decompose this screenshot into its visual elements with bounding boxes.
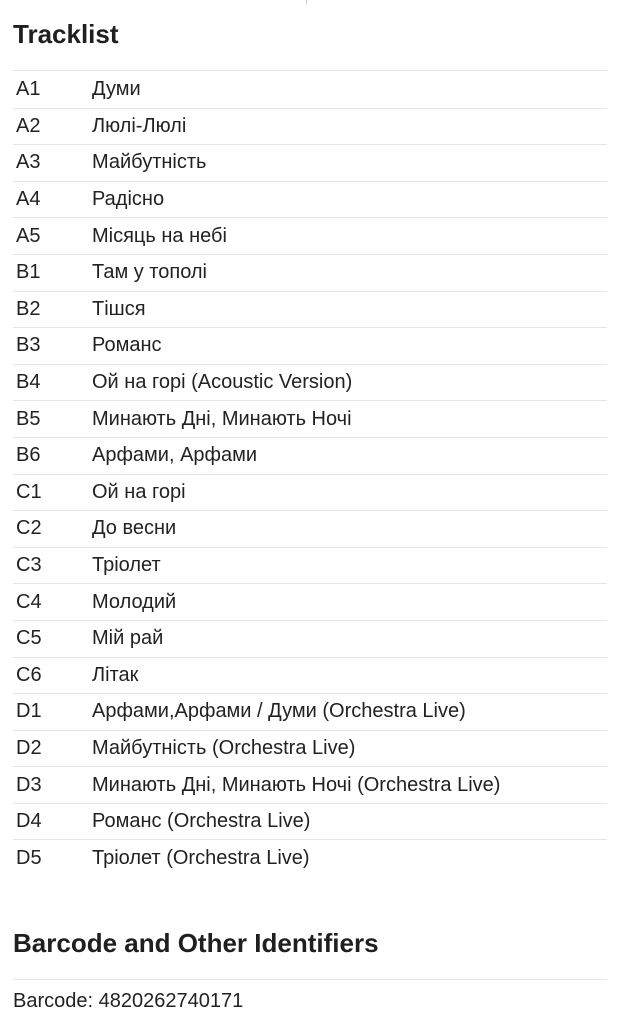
track-row xyxy=(13,108,607,145)
track-title: Ой на горі (Acoustic Version) xyxy=(92,371,353,394)
track-row xyxy=(13,437,607,474)
tracklist-heading: Tracklist xyxy=(13,19,119,49)
track-row xyxy=(13,181,607,218)
track-position: B1 xyxy=(16,261,41,284)
track-title: Мій рай xyxy=(92,627,164,650)
track-title: Молодий xyxy=(92,590,177,613)
track-row xyxy=(13,547,607,584)
track-position: C2 xyxy=(16,517,42,540)
track-title: До весни xyxy=(92,517,177,540)
identifiers-heading: Barcode and Other Identifiers xyxy=(13,928,379,958)
barcode-label: Barcode: xyxy=(13,990,94,1012)
track-row xyxy=(13,620,607,657)
track-row xyxy=(13,291,607,328)
track-position: A5 xyxy=(16,224,41,247)
track-title: Місяць на небі xyxy=(92,224,227,247)
track-title: Люлі-Люлі xyxy=(92,114,187,137)
track-title: Тішся xyxy=(92,297,146,320)
track-title: Арфами,Арфами / Думи (Orchestra Live) xyxy=(92,700,466,723)
track-row xyxy=(13,400,607,437)
track-position: A1 xyxy=(16,77,41,100)
tracklist-section xyxy=(13,16,607,876)
track-position: D5 xyxy=(16,846,42,869)
track-title: Ой на горі xyxy=(92,480,186,503)
track-title: Тріолет (Orchestra Live) xyxy=(92,846,310,869)
barcode-value: 4820262740171 xyxy=(98,990,244,1012)
track-position: A3 xyxy=(16,151,41,174)
top-divider-tick xyxy=(306,0,307,4)
track-row xyxy=(13,693,607,730)
track-position: D2 xyxy=(16,736,42,759)
track-position: D3 xyxy=(16,773,42,796)
track-position: D1 xyxy=(16,700,42,723)
track-title: Майбутність (Orchestra Live) xyxy=(92,736,356,759)
track-row xyxy=(13,766,607,803)
track-row xyxy=(13,364,607,401)
track-position: B2 xyxy=(16,297,41,320)
track-row xyxy=(13,657,607,694)
track-position: B4 xyxy=(16,371,41,394)
track-row xyxy=(13,327,607,364)
track-title: Романс xyxy=(92,334,162,357)
track-row xyxy=(13,803,607,840)
track-position: C4 xyxy=(16,590,42,613)
identifiers-section xyxy=(13,925,607,1014)
identifiers-divider xyxy=(13,979,607,980)
track-title: Майбутність xyxy=(92,151,207,174)
barcode-row xyxy=(13,988,607,1014)
track-position: A4 xyxy=(16,188,41,211)
track-title: Арфами, Арфами xyxy=(92,444,258,467)
track-title: Там у тополі xyxy=(92,261,207,284)
track-position: B5 xyxy=(16,407,41,430)
track-position: C3 xyxy=(16,554,42,577)
track-row xyxy=(13,254,607,291)
track-position: B3 xyxy=(16,334,41,357)
track-row xyxy=(13,474,607,511)
track-title: Літак xyxy=(92,663,139,686)
track-position: D4 xyxy=(16,810,42,833)
track-position: C6 xyxy=(16,663,42,686)
track-position: C5 xyxy=(16,627,42,650)
track-row xyxy=(13,217,607,254)
track-position: A2 xyxy=(16,114,41,137)
track-position: B6 xyxy=(16,444,41,467)
track-title: Думи xyxy=(92,77,141,100)
track-title: Минають Дні, Минають Ночі xyxy=(92,407,352,430)
track-title: Романс (Orchestra Live) xyxy=(92,810,311,833)
track-title: Радісно xyxy=(92,188,165,211)
track-title: Минають Дні, Минають Ночі (Orchestra Live) xyxy=(92,773,501,796)
track-position: C1 xyxy=(16,480,42,503)
track-list xyxy=(13,71,607,876)
track-row xyxy=(13,839,607,876)
track-row xyxy=(13,730,607,767)
track-row xyxy=(13,71,607,108)
track-title: Тріолет xyxy=(92,554,161,577)
track-row xyxy=(13,144,607,181)
track-row xyxy=(13,583,607,620)
track-row xyxy=(13,510,607,547)
